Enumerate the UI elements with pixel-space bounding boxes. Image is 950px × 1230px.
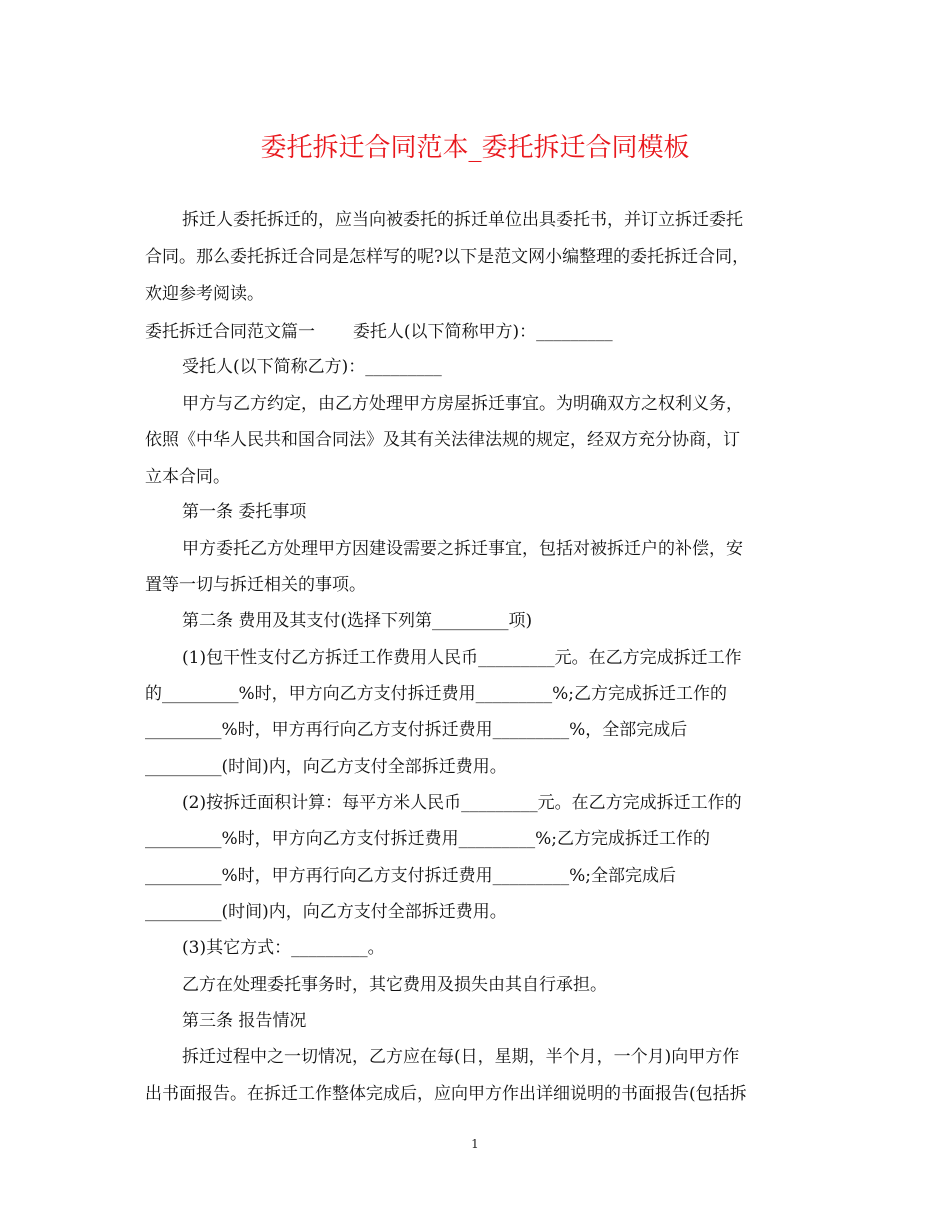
body-line-19: _________%时，甲方再行向乙方支付拆迁费用_________%;全部完成后: [145, 866, 677, 886]
body-line-14: 的_________%时，甲方向乙方支付拆迁费用_________%;乙方完成拆迁工作的: [145, 684, 728, 704]
body-line-7: 依照《中华人民共和国合同法》及其有关法律法规的规定，经双方充分协商，订: [145, 430, 740, 450]
section-heading-3: 第三条 报告情况: [182, 1011, 307, 1031]
body-line-21: (3)其它方式：_________。: [182, 938, 385, 958]
body-line-11: 置等一切与拆迁相关的事项。: [145, 575, 366, 595]
section-heading-1: 第一条 委托事项: [182, 502, 307, 522]
body-line-10: 甲方委托乙方处理甲方因建设需要之拆迁事宜，包括对被拆迁户的补偿，安: [182, 539, 743, 559]
body-line-2: 合同。那么委托拆迁合同是怎样写的呢?以下是范文网小编整理的委托拆迁合同，: [145, 247, 750, 267]
body-line-8: 立本合同。: [145, 467, 230, 487]
document-title: 委托拆迁合同范本_委托拆迁合同模板: [260, 133, 690, 163]
body-line-24: 拆迁过程中之一切情况，乙方应在每(日，星期，半个月，一个月)向甲方作: [182, 1047, 740, 1067]
body-line-15: _________%时，甲方再行向乙方支付拆迁费用_________%，全部完成后: [145, 720, 688, 740]
body-line-25: 出书面报告。在拆迁工作整体完成后，应向甲方作出详细说明的书面报告(包括拆: [145, 1084, 747, 1104]
body-line-5: 受托人(以下简称乙方)：_________: [182, 357, 442, 377]
body-line-17: (2)按拆迁面积计算：每平方米人民币_________元。在乙方完成拆迁工作的: [182, 793, 742, 813]
section-heading-2: 第二条 费用及其支付(选择下列第_________项): [182, 611, 533, 631]
page-number: 1: [471, 1137, 479, 1151]
body-line-6: 甲方与乙方约定，由乙方处理甲方房屋拆迁事宜。为明确双方之权利义务，: [182, 394, 743, 414]
body-line-3: 欢迎参考阅读。: [145, 284, 264, 304]
body-line-22: 乙方在处理委托事务时，其它费用及损失由其自行承担。: [182, 975, 607, 995]
body-line-1: 拆迁人委托拆迁的，应当向被委托的拆迁单位出具委托书，并订立拆迁委托: [182, 210, 743, 230]
body-line-4: 委托拆迁合同范文篇一 委托人(以下简称甲方)：_________: [145, 322, 613, 342]
body-line-16: _________(时间)内，向乙方支付全部拆迁费用。: [145, 757, 507, 777]
body-line-18: _________%时，甲方向乙方支付拆迁费用_________%;乙方完成拆迁工作的: [145, 829, 711, 849]
body-line-13: (1)包干性支付乙方拆迁工作费用人民币_________元。在乙方完成拆迁工作: [182, 648, 742, 668]
body-line-20: _________(时间)内，向乙方支付全部拆迁费用。: [145, 902, 507, 922]
